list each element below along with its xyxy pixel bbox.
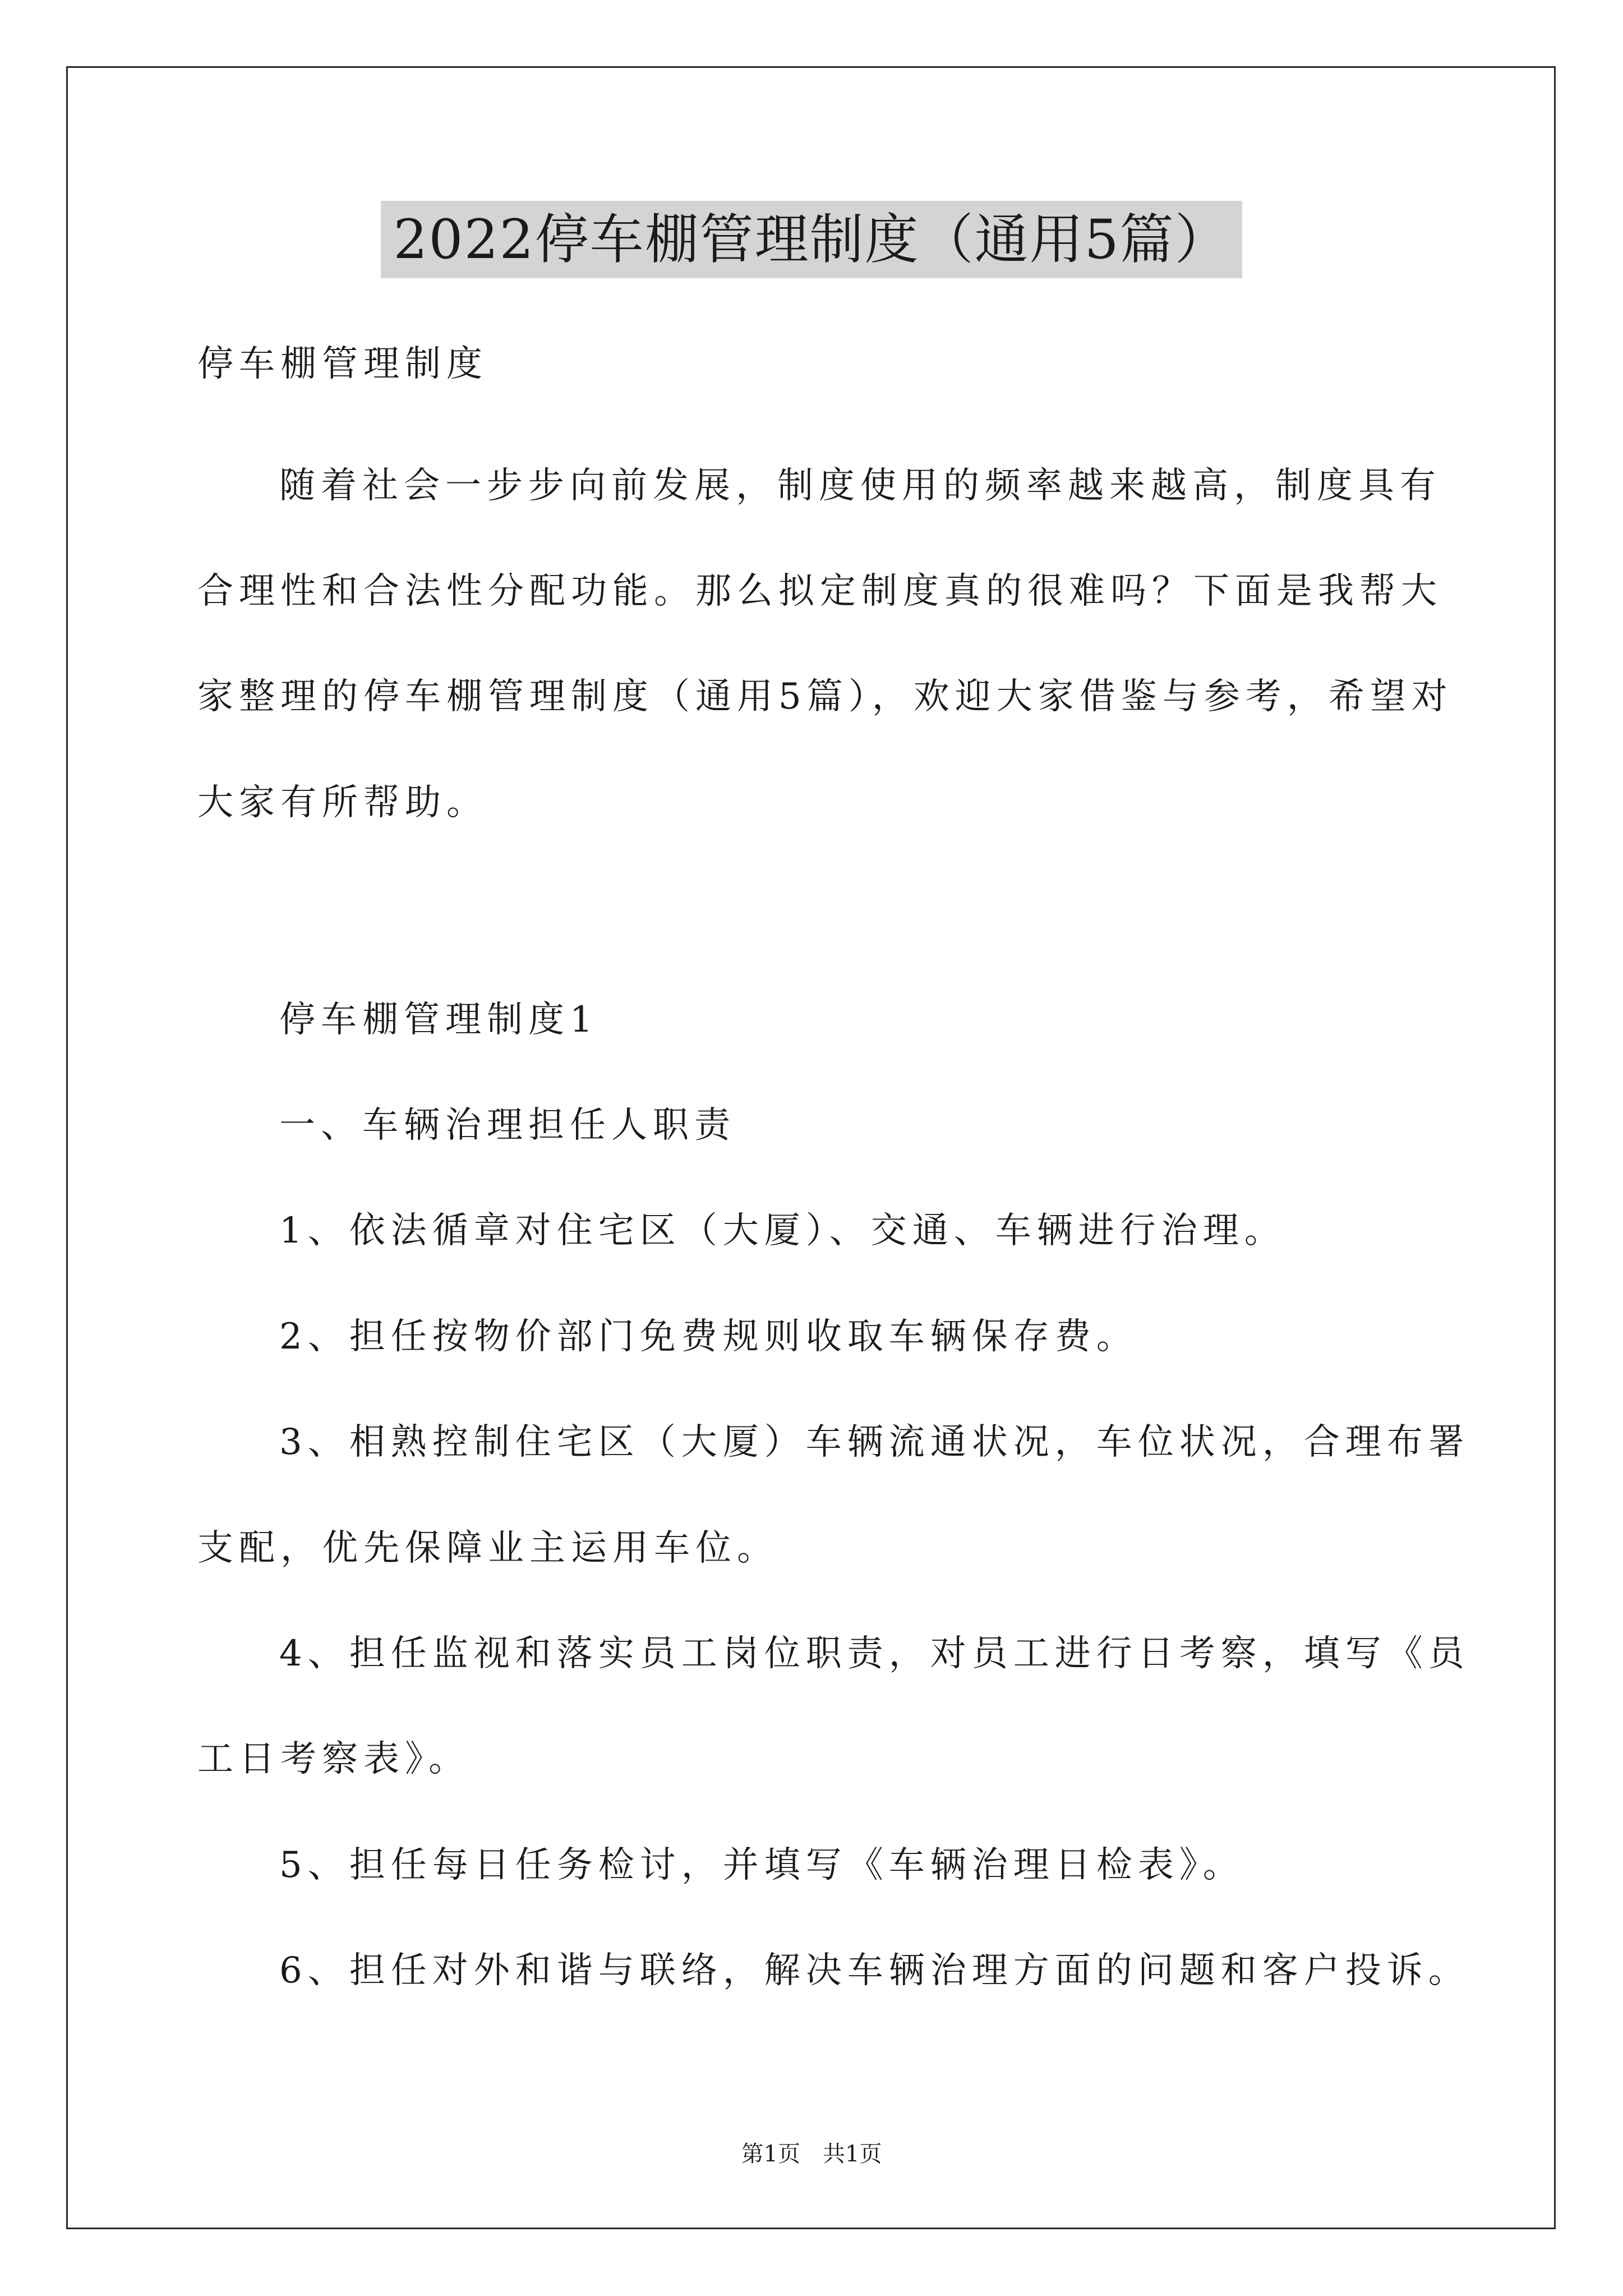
subsection-heading: 一、车辆治理担任人职责 (279, 1105, 736, 1146)
page-footer: 第1页 共1页 (741, 2141, 882, 2167)
document-subtitle: 停车棚管理制度 (197, 343, 488, 385)
title-container (0, 201, 1623, 278)
list-item: 支配，优先保障业主运用车位。 (197, 1527, 778, 1569)
list-item: 1、依法循章对住宅区（大厦）、交通、车辆进行治理。 (279, 1210, 1286, 1251)
document-title: 2022停车棚管理制度（通用5篇） (381, 201, 1242, 278)
list-item: 工日考察表》。 (197, 1738, 470, 1780)
intro-line: 随着社会一步步向前发展，制度使用的频率越来越高，制度具有 (279, 465, 1441, 507)
list-item: 2、担任按物价部门免费规则收取车辆保存费。 (279, 1316, 1138, 1358)
list-item: 3、相熟控制住宅区（大厦）车辆流通状况，车位状况，合理布署 (279, 1421, 1470, 1463)
section-heading: 停车棚管理制度1 (279, 999, 598, 1041)
intro-line: 合理性和合法性分配功能。那么拟定制度真的很难吗？下面是我帮大 (197, 570, 1442, 612)
intro-line: 大家有所帮助。 (197, 782, 488, 823)
list-item: 6、担任对外和谐与联络，解决车辆治理方面的问题和客户投诉。 (279, 1950, 1470, 1991)
list-item: 4、担任监视和落实员工岗位职责，对员工进行日考察，填写《员 (279, 1633, 1470, 1674)
intro-line: 家整理的停车棚管理制度（通用5篇），欢迎大家借鉴与参考，希望对 (197, 676, 1453, 717)
list-item: 5、担任每日任务检讨，并填写《车辆治理日检表》。 (279, 1844, 1244, 1886)
page-border (66, 66, 1556, 2229)
